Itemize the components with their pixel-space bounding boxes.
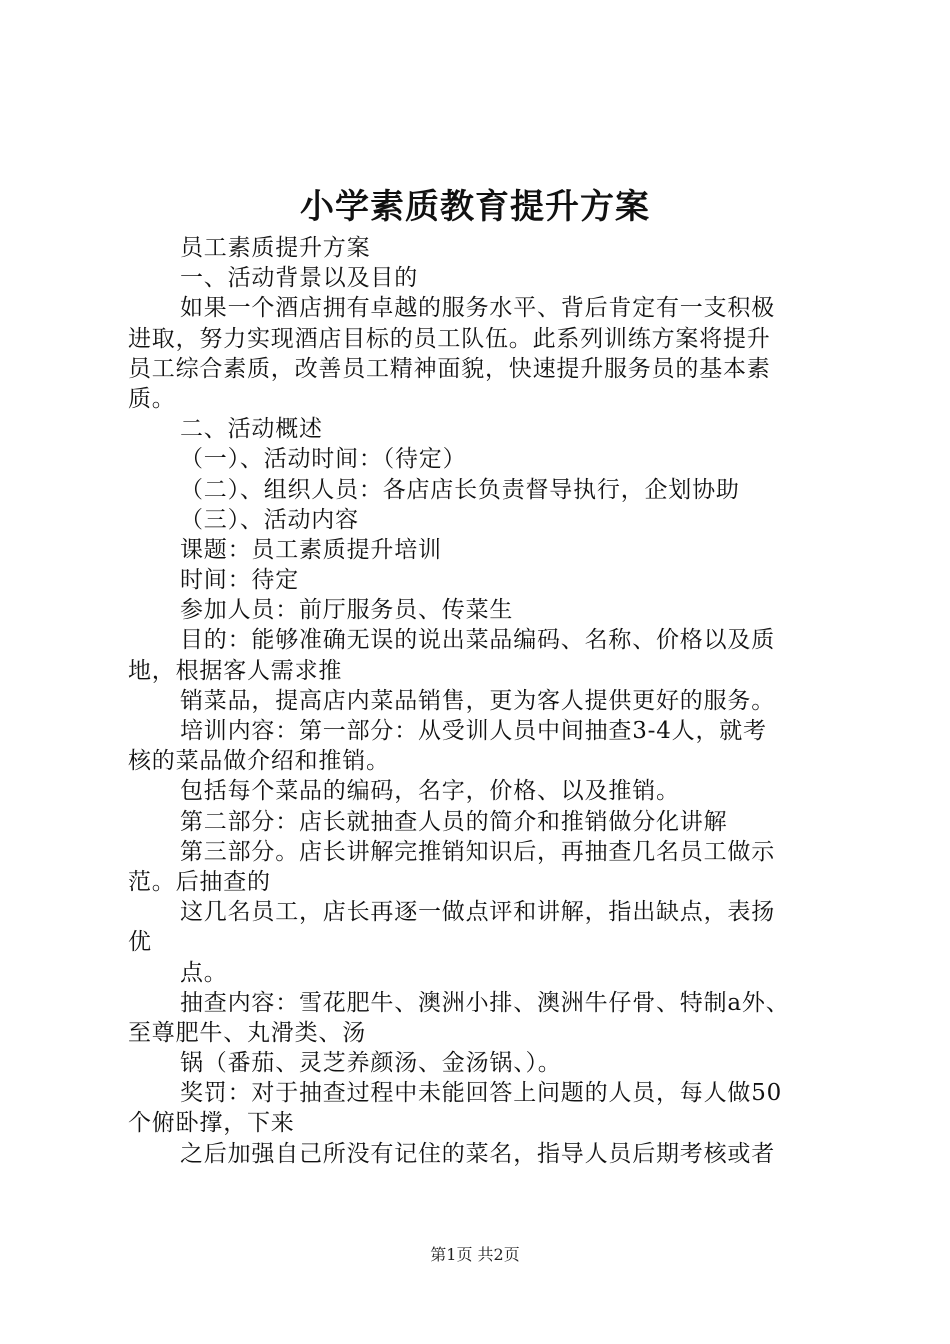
- body-line: 参加人员：前厅服务员、传菜生: [180, 597, 514, 624]
- body-line: 地，根据客人需求推: [128, 657, 343, 684]
- body-line: 之后加强自己所没有记住的菜名，指导人员后期考核或者: [180, 1140, 775, 1167]
- body-line: （一）、活动时间：（待定）: [180, 446, 467, 473]
- body-line: 至尊肥牛、丸滑类、汤: [128, 1019, 366, 1046]
- body-line: 第三部分。店长讲解完推销知识后，再抽查几名员工做示: [180, 838, 775, 865]
- body-line: 时间：待定: [180, 567, 299, 594]
- body-line: 如果一个酒店拥有卓越的服务水平、背后肯定有一支积极: [180, 295, 775, 322]
- body-line: 核的菜品做介绍和推销。: [128, 748, 390, 775]
- document-body: [128, 233, 838, 1169]
- body-line: 质。: [128, 385, 176, 412]
- body-line: 销菜品，提高店内菜品销售，更为客人提供更好的服务。: [180, 687, 775, 714]
- document-title: 小学素质教育提升方案: [300, 187, 650, 227]
- body-line: 员工综合素质，改善员工精神面貌，快速提升服务员的基本素: [128, 355, 771, 382]
- body-line: 一、活动背景以及目的: [180, 265, 418, 292]
- body-line: 锅（番茄、灵芝养颜汤、金汤锅、）。: [180, 1050, 562, 1077]
- body-line: 员工素质提升方案: [180, 235, 371, 261]
- page-number-footer: 第1页 共2页: [430, 1245, 520, 1264]
- body-line: 点。: [180, 959, 228, 986]
- body-line: 目的：能够准确无误的说出菜品编码、名称、价格以及质: [180, 627, 775, 654]
- body-line: 奖罚：对于抽查过程中未能回答上问题的人员，每人做50: [180, 1080, 783, 1107]
- body-line: （二）、组织人员：各店店长负责督导执行，企划协助: [180, 476, 740, 503]
- body-line: 这几名员工，店长再逐一做点评和讲解，指出缺点，表扬: [180, 899, 775, 926]
- body-line: 个俯卧撑，下来: [128, 1110, 295, 1137]
- body-line: 进取，努力实现酒店目标的员工队伍。此系列训练方案将提升: [128, 325, 771, 352]
- body-line: 培训内容：第一部分：从受训人员中间抽查3-4人，就考: [180, 718, 767, 744]
- body-line: 优: [128, 929, 152, 956]
- body-line: 二、活动概述: [180, 416, 323, 443]
- body-line: 课题：员工素质提升培训: [180, 536, 442, 563]
- body-line: 抽查内容：雪花肥牛、澳洲小排、澳洲牛仔骨、特制a外、: [180, 989, 790, 1016]
- body-line: 第二部分：店长就抽查人员的简介和推销做分化讲解: [180, 808, 728, 835]
- body-line: （三）、活动内容: [180, 506, 359, 533]
- body-line: 包括每个菜品的编码，名字，价格、以及推销。: [180, 778, 680, 805]
- body-line: 范。后抽查的: [128, 868, 271, 895]
